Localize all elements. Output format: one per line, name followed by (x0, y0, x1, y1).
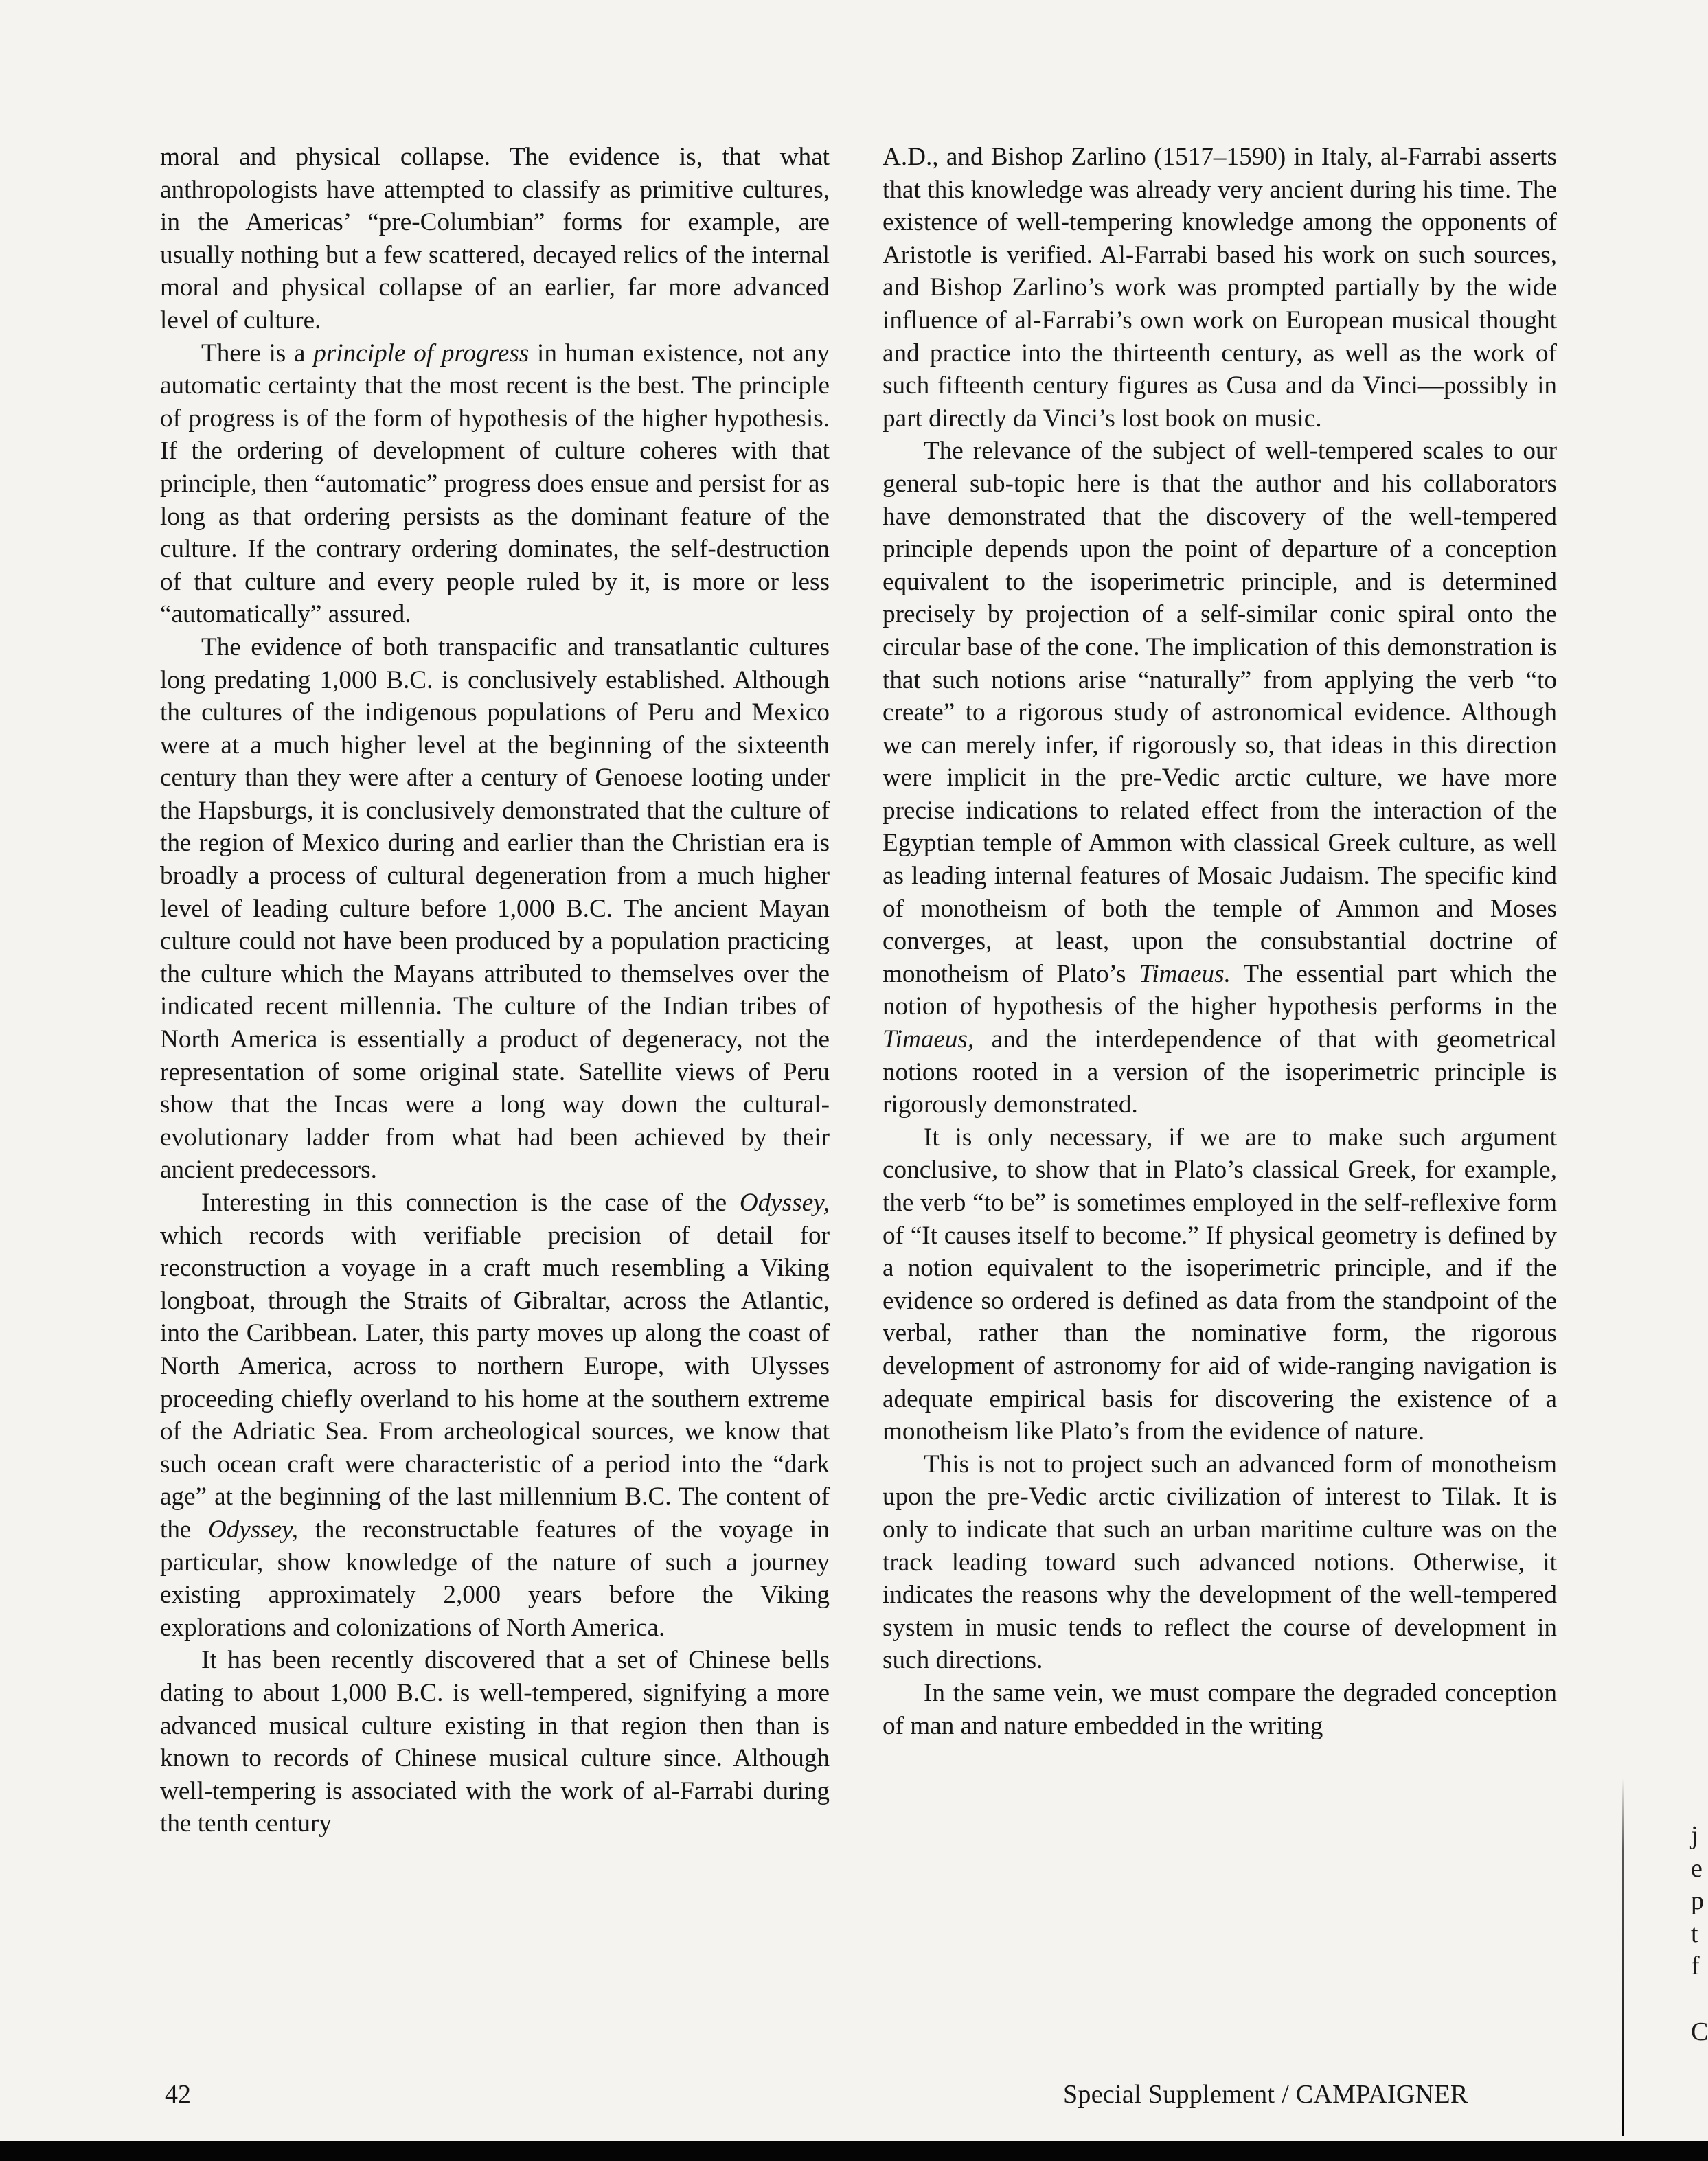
left-paragraph-2: There is a principle of progress in human existence, not any automatic certainty that the most recent is the best. The principle of progress is of the form of hypothesis of the higher hypothesis. If the ordering of development of culture coheres with that principle, then “automatic” progress does ensue and persist for as long as that ordering persists as the dominant feature of the culture. If the contrary ordering dominates, the self-destruction of that culture and every people ruled by it, is more or less “automatically” assured. (160, 339, 830, 629)
emphasis-timaeus-2: Timaeus, (883, 1025, 975, 1054)
emphasis-odyssey-2: Odyssey, (207, 1515, 299, 1544)
page-number: 42 (165, 2080, 191, 2109)
left-paragraph-5: It has been recently discovered that a set of Chinese bells dating to about 1,000 B.C. is well-tempered, signifying a more advanced musical culture existing in that region then than is known to records of Chinese musical culture since. Although well-tempering is associated with the work of al-Farrabi during the tenth century (160, 1646, 830, 1838)
emphasis-timaeus: Timaeus. (1139, 959, 1231, 988)
right-paragraph-5: In the same vein, we must compare the degraded conception of man and nature embedded in the writing (883, 1678, 1557, 1740)
left-column (160, 141, 830, 1840)
page-gutter-edge (1622, 1779, 1624, 2136)
running-footer: Special Supplement / CAMPAIGNER (1063, 2080, 1468, 2109)
right-paragraph-1: A.D., and Bishop Zarlino (1517–1590) in Italy, al-Farrabi asserts that this knowledge was already very ancient during his time. The existence of well-tempering knowledge among the opponents of Aristotle is verified. Al-Farrabi based his work on such sources, and Bishop Zarlino’s work was prompted partially by the wide influence of al-Farrabi’s own work on European musical thought and practice into the thirteenth century, as well as the work of such fifteenth century figures as Cusa and da Vinci—possibly in part directly da Vinci’s lost book on music. (883, 143, 1557, 433)
emphasis-principle-of-progress: principle of progress (313, 339, 530, 367)
next-page-edge-letters: j e p t f C (1691, 1821, 1708, 2046)
left-paragraph-4: Interesting in this connection is the case of the Odyssey, which records with verifiable precision of detail for reconstruction a voyage in a craft much resembling a Viking longboat, through the Straits of Gibraltar, across the Atlantic, into the Caribbean. Later, this party moves up along the coast of North America, across to northern Europe, with Ulysses proceeding chiefly overland to his home at the southern extreme of the Adriatic Sea. From archeological sources, we know that such ocean craft were characteristic of a period into the “dark age” at the beginning of the last millennium B.C. The content of the Odyssey, the reconstructable features of the voyage in particular, show knowledge of the nature of such a journey existing approximately 2,000 years before the Viking explorations and colonizations of North America. (160, 1189, 830, 1642)
left-paragraph-3: The evidence of both transpacific and transatlantic cultures long predating 1,000 B.C. is conclusively established. Although the cultures of the indigenous populations of Peru and Mexico were at a much higher level at the beginning of the sixteenth century than they were after a century of Genoese looting under the Hapsburgs, it is conclusively demonstrated that the culture of the region of Mexico during and earlier than the Christian era is broadly a process of cultural degeneration from a much higher level of leading culture before 1,000 B.C. The ancient Mayan culture could not have been produced by a population practicing the culture which the Mayans attributed to themselves over the indicated recent millennia. The culture of the Indian tribes of North America is essentially a product of degeneracy, not the representation of some original state. Satellite views of Peru show that the Incas were a long way down the cultural-evolutionary ladder from what had been achieved by their ancient predecessors. (160, 632, 830, 1185)
right-paragraph-4: This is not to project such an advanced form of monotheism upon the pre-Vedic arctic civilization of interest to Tilak. It is only to indicate that such an urban maritime culture was on the track leading toward such advanced notions. Otherwise, it indicates the reasons why the development of the well-tempered system in music tends to reflect the course of development in such directions. (883, 1450, 1557, 1675)
left-paragraph-1: moral and physical collapse. The evidence is, that what anthropologists have attempted to classify as primitive cultures, in the Americas’ “pre-Columbian” forms for example, are usually nothing but a few scattered, decayed relics of the internal moral and physical collapse of an earlier, far more advanced level of culture. (160, 143, 830, 334)
emphasis-odyssey: Odyssey, (739, 1189, 830, 1217)
magazine-name: CAMPAIGNER (1295, 2080, 1468, 2109)
right-paragraph-2: The relevance of the subject of well-tempered scales to our general sub-topic here is that the author and his collaborators have demonstrated that the discovery of the well-tempered principle depends upon the point of departure of a conception equivalent to the isoperimetric principle, and is determined precisely by projection of a self-similar conic spiral onto the circular base of the cone. The implication of this demonstration is that such notions arise “naturally” from applying the verb “to create” to a rigorous study of astronomical evidence. Although we can merely infer, if rigorously so, that ideas in this direction were implicit in the pre-Vedic arctic culture, we have more precise indications to related effect from the interaction of the Egyptian temple of Ammon with classical Greek culture, as well as leading internal features of Mosaic Judaism. The specific kind of monotheism of both the temple of Ammon and Moses converges, at least, upon the consubstantial doctrine of monotheism of Plato’s Timaeus. The essential part which the notion of hypothesis of the higher hypothesis performs in the Timaeus, and the interdependence of that with geometrical notions rooted in a version of the isoperimetric principle is rigorously demonstrated. (883, 437, 1558, 1119)
scan-bottom-border (0, 2141, 1708, 2161)
right-column (883, 141, 1557, 1742)
right-paragraph-3: It is only necessary, if we are to make such argument conclusive, to show that in Plato’s classical Greek, for example, the verb “to be” is sometimes employed in the self-reflexive form of “It causes itself to become.” If physical geometry is defined by a notion equivalent to the isoperimetric principle, and if the evidence so ordered is defined as data from the standpoint of the verbal, rather than the nominative form, the rigorous development of astronomy for aid of wide-ranging navigation is adequate empirical basis for discovering the existence of a monotheism like Plato’s from the evidence of nature. (883, 1123, 1557, 1446)
